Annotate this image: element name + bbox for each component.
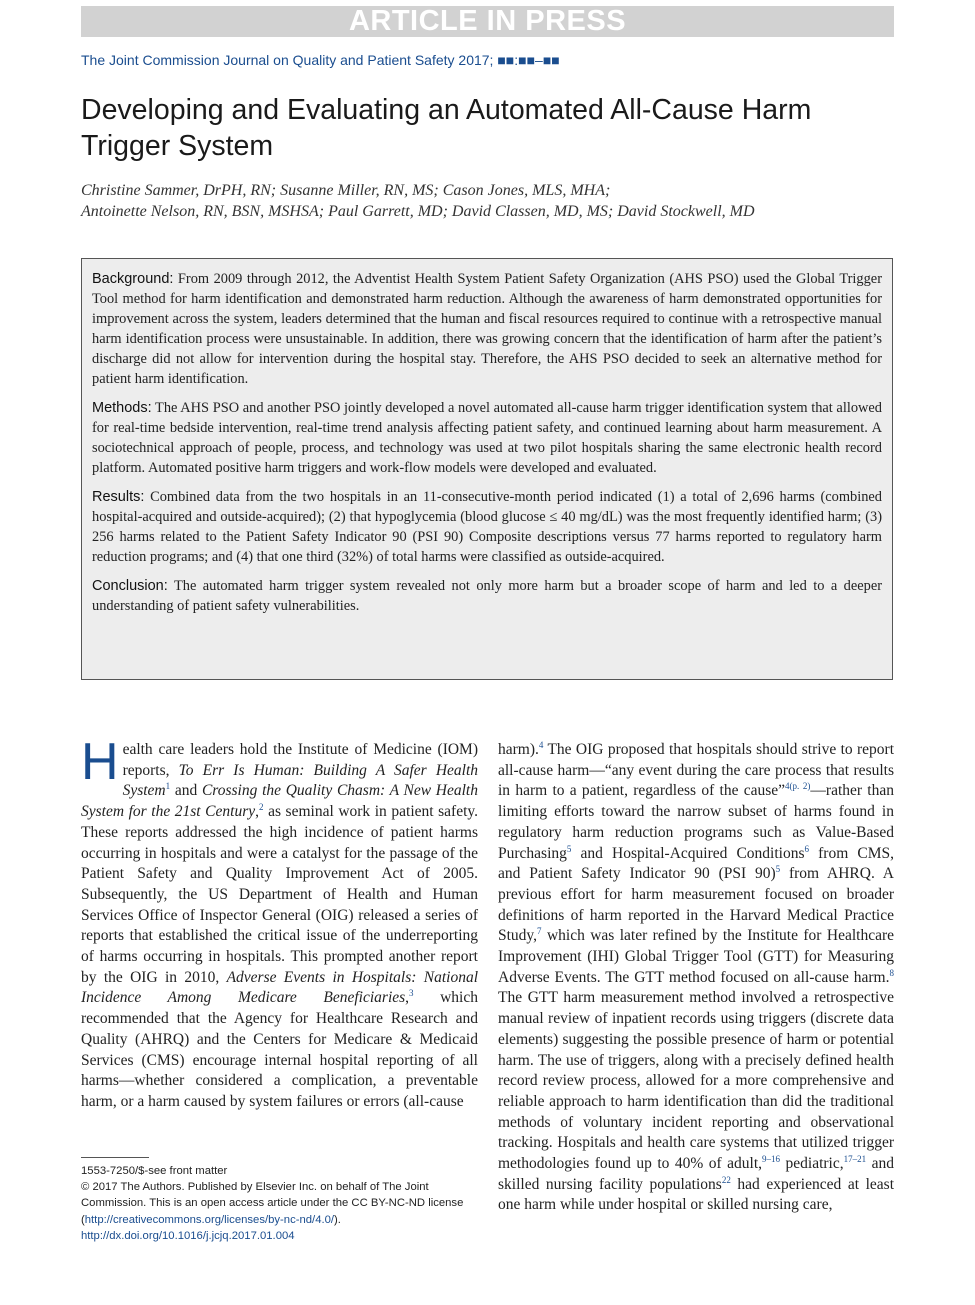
intro-paragraph-continued: [498, 740, 894, 1216]
author-line-1: Christine Sammer, DrPH, RN; Susanne Miller, RN, MS; Cason Jones, MLS, MHA;: [81, 182, 611, 199]
reference-link[interactable]: 4: [538, 739, 544, 750]
author-list: [81, 180, 894, 222]
copyright-text: © 2017 The Authors. Published by Elsevier Inc. on behalf of The Joint Commission. This is an open access article under the CC BY-NC-ND license (: [81, 1181, 464, 1226]
cited-title: To Err Is Human: Building A Safer Health System: [122, 761, 479, 800]
body-text: which recommended that the Agency for Healthcare Research and Quality (AHRQ) and the Centers for Medicare & Medicaid Services (CMS) encourage internal hospital reporting of all harms—whether considered a complication, a preventable harm, or a harm caused by system failures or errors (all-cause: [81, 989, 478, 1110]
article-title: Developing and Evaluating an Automated All-Cause Harm Trigger System: [81, 94, 812, 162]
body-text: from CMS, and Patient Safety Indicator 90 (PSI 90): [498, 844, 894, 883]
body-column-right: [498, 740, 894, 1216]
reference-link[interactable]: 2: [259, 801, 264, 812]
reference-link[interactable]: 8: [889, 967, 894, 978]
methods-text: The AHS PSO and another PSO jointly developed a novel automated all-cause harm trigger identification system that allowed for real-time bedside intervention, real-time trend analysis affecting patient safety, and continued learning about harm measurement. A sociotechnical approach of people, process, and technology was used at two pilot hospitals sharing the same electronic health record platform. Automated positive harm triggers and work-flow models were developed and evaluated.: [92, 400, 882, 476]
issn-note: 1553-7250/$-see front matter: [81, 1165, 228, 1177]
license-link[interactable]: http://creativecommons.org/licenses/by-nc-nd/4.0/: [84, 1213, 335, 1226]
reference-link[interactable]: 4(p. 2): [785, 781, 811, 792]
body-text: The GTT harm measurement method involved a retrospective manual review of inpatient records using triggers (discrete data elements) suggesting the possible presence of harm or potential harm. The use of triggers, along with a precisely defined health record review process, allowed for a more comprehensive and reliable approach to harm identification than did the traditional methods of voluntary incident reporting and observational tracking. Hospitals and health care systems that utilized trigger methodologies found up to 40% of adult,: [498, 989, 894, 1173]
abstract-box: [81, 258, 893, 680]
reference-link[interactable]: 22: [721, 1174, 731, 1185]
body-text: and skilled nursing facility populations: [498, 1155, 894, 1193]
reference-link[interactable]: 6: [804, 843, 810, 854]
background-text: From 2009 through 2012, the Adventist Health System Patient Safety Organization (AHS PSO) used the Global Trigger Tool method for harm identification and demonstrated harm reduction. Although the awareness of harm demonstrated opportunities for improvement across the system, leaders determined that the human and fiscal resources required to continue with a retrospective manual harm identification process were unsustainable. In addition, there was growing concern that the identification of harm after the patient’s discharge did not allow for intervention during the hospital stay. Therefore, the AHS PSO decided to seek an alternative method for patient harm identification.: [92, 271, 882, 387]
methods-label: Methods:: [92, 400, 152, 416]
conclusion-label: Conclusion:: [92, 578, 168, 594]
copyright-text-end: ).: [334, 1213, 341, 1226]
cited-title: Crossing the Quality Chasm: A New Health System for the 21st Century: [81, 782, 478, 821]
footnote-divider: [81, 1157, 149, 1158]
body-text: pediatric,: [780, 1155, 844, 1173]
drop-cap: H: [81, 733, 119, 791]
reference-link[interactable]: 17–21: [843, 1153, 867, 1164]
reference-link[interactable]: 9–16: [762, 1153, 781, 1164]
body-column-left: [81, 733, 479, 1113]
body-text: had experienced at least one harm while under hospital or skilled nursing care,: [498, 1175, 895, 1214]
body-text: The OIG proposed that hospitals should strive to report all-cause harm—“any event during the care process that results in harm to a patient, regardless of the cause”: [498, 741, 894, 800]
intro-paragraph: Health care leaders hold the Institute of Medicine (IOM) reports, To Err Is Human: Building A Safer Health System$^1$ and Crossing the Quality Chasm: A New Health System for the 21st Century,$^2$ as seminal work in patient safety. These reports addressed the high incidence of patient harms occurring in hospitals and were a catalyst for the passage of the Patient Safety and Quality Improvement Act of 2005. Subsequently, the US Department of Health and Human Services Office of Inspector General (OIG) released a series of reports that established the critical issue of the underreporting of harms occurring in hospitals. This prompted another report by the OIG in 2010, Adverse Events in Hospitals: National Incidence Among Medicare Beneficiaries,$^3$ which recommended that the Agency for Healthcare Research and Quality (AHRQ) and the Centers for Medicare & Medicaid Services (CMS) encourage internal hospital reporting of all harms—whether considered a complication, a preventable harm, or a harm caused by system failures or errors (all-cause: [81, 733, 479, 1110]
body-text: ealth care leaders hold the Institute of Medicine (IOM) reports,: [122, 741, 478, 779]
author-line-2: Antoinette Nelson, RN, BSN, MSHSA; Paul Garrett, MD; David Classen, MD, MS; David Stockwell, MD: [81, 203, 755, 220]
reference-link[interactable]: 3: [409, 988, 414, 999]
body-text: —rather than limiting efforts toward the narrow subset of harms found in regulatory harm reduction programs such as Value-Based Purchasing: [498, 782, 894, 862]
body-text: and Hospital-Acquired Conditions: [571, 844, 805, 862]
results-label: Results:: [92, 489, 145, 505]
reference-link[interactable]: 1: [165, 781, 171, 792]
body-text: and: [170, 782, 202, 800]
abstract-background: [92, 269, 882, 389]
reference-link[interactable]: 5: [566, 843, 572, 854]
footnotes: [81, 1163, 481, 1244]
body-text: which was later refined by the Institute for Healthcare Improvement (IHI) Global Trigger Tool (GTT) for Measuring Adverse Events. The GTT method focused on all-cause harm.: [498, 927, 894, 986]
abstract-methods: [92, 398, 882, 478]
cited-title: Adverse Events in Hospitals: National Incidence Among Medicare Beneficiaries: [81, 968, 479, 1007]
body-text: from AHRQ. A previous effort for harm measurement focused on broader definitions of harm reported in the Harvard Medical Practice Study,: [498, 865, 894, 945]
body-text: as seminal work in patient safety. These reports addressed the high incidence of patient harms occurring in hospitals and were a catalyst for the passage of the Patient Safety and Quality Improvement Act of 2005. Subsequently, the US Department of Health and Human Services Office of Inspector General (OIG) released a series of reports that established the critical issue of the underreporting of harms occurring in hospitals. This prompted another report by the OIG in 2010,: [81, 803, 479, 986]
background-label: Background:: [92, 271, 174, 287]
conclusion-text: The automated harm trigger system revealed not only more harm but a broader scope of harm and led to a deeper understanding of patient safety vulnerabilities.: [92, 578, 882, 614]
doi-link[interactable]: http://dx.doi.org/10.1016/j.jcjq.2017.01.004: [81, 1229, 295, 1242]
copyright-note: [81, 1179, 481, 1228]
reference-link[interactable]: 7: [537, 926, 542, 937]
reference-link[interactable]: 5: [775, 864, 781, 875]
article-in-press-banner: ARTICLE IN PRESS: [81, 6, 894, 37]
journal-citation: The Joint Commission Journal on Quality and Patient Safety 2017; ■■:■■–■■: [81, 52, 560, 68]
abstract-results: [92, 487, 882, 567]
results-text: Combined data from the two hospitals in an 11-consecutive-month period indicated (1) a total of 2,696 harms (combined hospital-acquired and outside-acquired); (2) that hypoglycemia (blood glucose ≤ 40 mg/dL) was the most frequently identified harm; (3) 256 harms related to the Patient Safety Indicator 90 (PSI 90) Composite descriptions versus 77 harms reported to regulatory harm reduction programs; and (4) that one third (32%) of total harms were classified as outside-acquired.: [92, 489, 882, 565]
abstract-conclusion: [92, 576, 882, 616]
body-text: harm).: [498, 741, 539, 758]
